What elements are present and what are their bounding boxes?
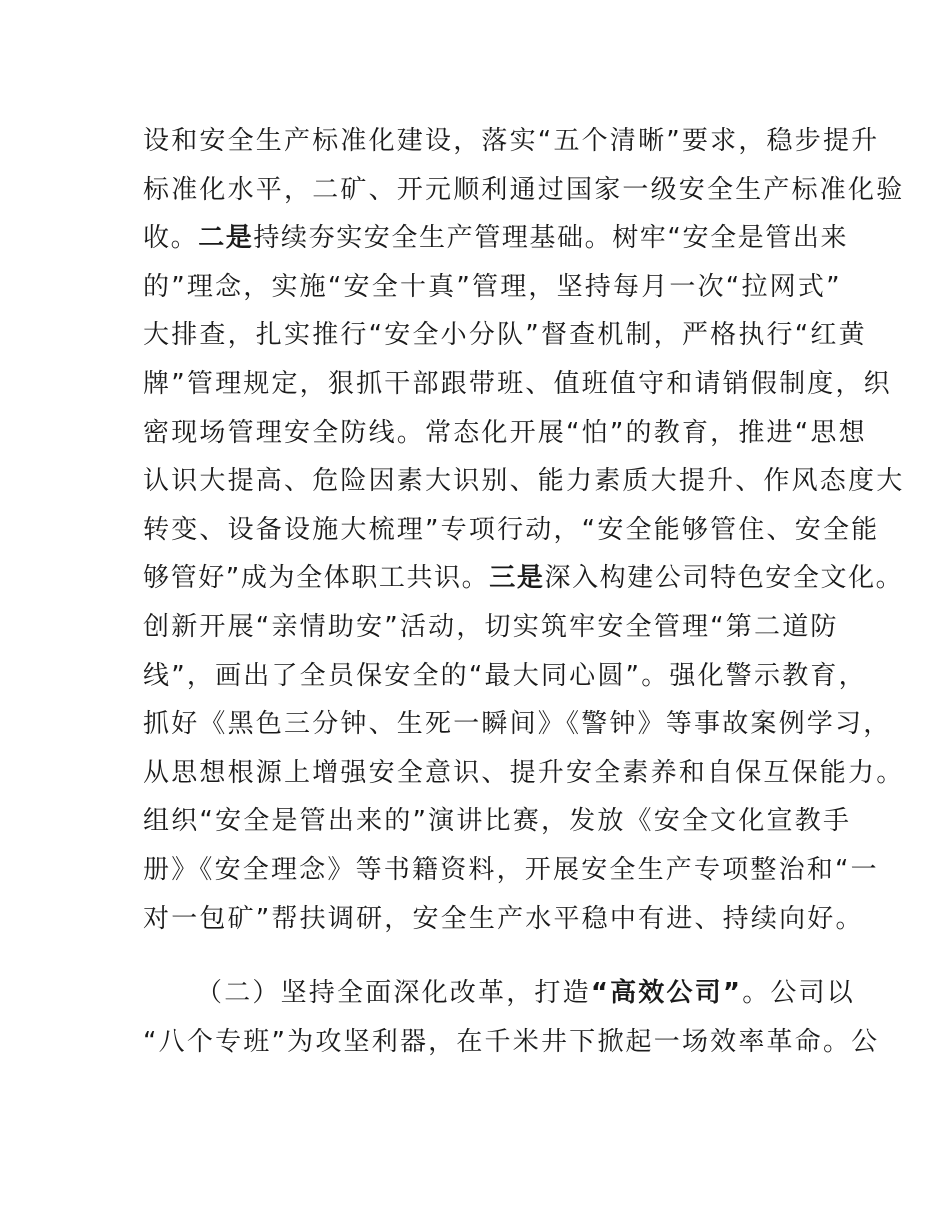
text-segment: 牌”管理规定，狠抓干部跟带班、值班值守和请销假制度，织: [143, 369, 892, 399]
text-line: [143, 756, 904, 790]
text-segment: 。公司以: [742, 978, 856, 1008]
text-segment: 转变、设备设施大梳理”专项行动，“安全能够管住、安全能: [143, 515, 880, 545]
text-segment: 收。: [143, 223, 199, 253]
text-line: [143, 804, 851, 838]
text-segment: 密现场管理安全防线。常态化开展“怕”的教育，推进“思想: [143, 418, 867, 448]
text-line: [143, 659, 867, 693]
bold-phrase: “高效公司”: [590, 978, 743, 1008]
text-segment: 深入构建公司特色安全文化。: [544, 563, 904, 593]
bold-phrase: 三是: [489, 563, 545, 593]
text-segment: 册》《安全理念》等书籍资料，开展安全生产专项整治和“一: [143, 855, 879, 885]
text-line: [143, 707, 891, 741]
text-line: [143, 367, 892, 401]
text-line: [196, 976, 855, 1010]
text-segment: 线”，画出了全员保安全的“最大同心圆”。强化警示教育，: [143, 661, 867, 691]
text-segment: “八个专班”为攻坚利器，在千米井下掀起一场效率革命。公: [143, 1027, 880, 1057]
text-line: [143, 318, 867, 352]
text-line: [143, 416, 867, 450]
bold-phrase: 二是: [198, 223, 254, 253]
text-segment: （二）坚持全面深化改革，打造: [196, 978, 591, 1008]
text-segment: 认识大提高、危险因素大识别、能力素质大提升、作风态度大: [143, 466, 905, 496]
text-line: [143, 853, 879, 887]
text-segment: 持续夯实安全生产管理基础。树牢“安全是管出来: [253, 223, 849, 253]
text-line: [143, 561, 903, 595]
text-segment: 从思想根源上增强安全意识、提升安全素养和自保互保能力。: [143, 758, 905, 788]
text-line: [143, 221, 848, 255]
text-line: [143, 173, 904, 207]
text-segment: 大排查，扎实推行“安全小分队”督查机制，严格执行“红黄: [143, 320, 867, 350]
text-line: [143, 464, 904, 498]
text-segment: 创新开展“亲情助安”活动，切实筑牢安全管理“第二道防: [143, 612, 839, 642]
text-segment: 的”理念，实施“安全十真”管理，坚持每月一次“拉网式”: [143, 272, 842, 302]
text-line: [143, 610, 839, 644]
text-segment: 标准化水平，二矿、开元顺利通过国家一级安全生产标准化验: [143, 175, 905, 205]
text-line: [143, 902, 864, 936]
text-line: [143, 513, 879, 547]
text-segment: 组织“安全是管出来的”演讲比赛，发放《安全文化宣教手: [143, 806, 852, 836]
text-segment: 设和安全生产标准化建设，落实“五个清晰”要求，稳步提升: [143, 126, 880, 156]
text-line: [143, 124, 879, 158]
text-line: [143, 1025, 879, 1059]
text-line: [143, 270, 842, 304]
text-segment: 对一包矿”帮扶调研，安全生产水平稳中有进、持续向好。: [143, 904, 864, 934]
text-segment: 够管好”成为全体职工共识。: [143, 563, 490, 593]
text-segment: 抓好《黑色三分钟、生死一瞬间》《警钟》等事故案例学习，: [143, 709, 892, 739]
